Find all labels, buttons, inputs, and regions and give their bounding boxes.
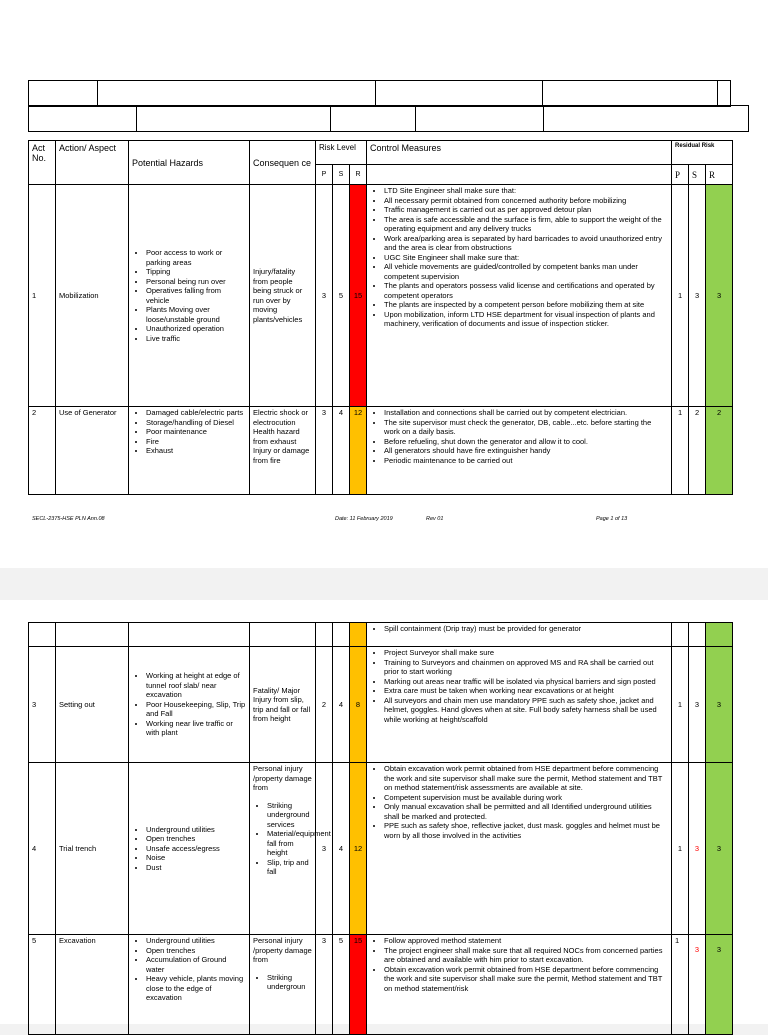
hazard-item: • Storage/handling of Diesel [146, 418, 246, 428]
hazard-item: • Plants Moving over loose/unstable ground [146, 305, 246, 324]
col-s: S [333, 165, 350, 185]
col-risk-level: Risk Level [316, 141, 367, 165]
header-cell [137, 106, 331, 132]
hazards-cell [129, 623, 250, 647]
table-row [29, 407, 733, 495]
risk-s: 5 [333, 185, 350, 407]
residual-s: 3 [689, 935, 706, 1035]
hazard-item: • Underground utilities [146, 936, 246, 946]
header-cell [718, 81, 731, 107]
risk-r: 8 [350, 647, 367, 763]
header-cell [544, 106, 749, 132]
residual-s [689, 623, 706, 647]
col-act-no: Act No. [29, 141, 56, 185]
consequence-cell [250, 763, 331, 935]
residual-r: 3 [706, 647, 733, 763]
control-item: • The plants and operators possess valid license and certifications and operated by competent operators [384, 281, 668, 300]
header-form-row-2 [28, 105, 749, 132]
hazard-item: • Accumulation of Ground water [146, 955, 246, 974]
residual-p [672, 623, 689, 647]
hazard-item: • Operatives falling from vehicle [146, 286, 246, 305]
col-residual-risk: Residual Risk [672, 141, 733, 165]
hazard-item: • Personal being run over [146, 277, 246, 287]
consequence-item: • Striking undergroun [267, 973, 312, 992]
control-item: • Upon mobilization, inform LTD HSE department for visual inspection of plants and machinery, verification of documents and issue of inspection sticker. [384, 310, 668, 329]
risk-s: 4 [333, 647, 350, 763]
risk-p: 3 [316, 763, 333, 935]
residual-p: 1 [672, 407, 689, 495]
residual-s: 3 [689, 185, 706, 407]
table-row [29, 185, 733, 407]
hazard-item: • Open trenches [146, 946, 246, 956]
action-aspect: Excavation [56, 935, 129, 1035]
hazard-item: • Underground utilities [146, 825, 246, 835]
hazard-item: • Tipping [146, 267, 246, 277]
action-aspect: Setting out [56, 647, 129, 763]
control-item: • The plants are inspected by a competent person before mobilizing them at site [384, 300, 668, 310]
control-item: • Training to Surveyors and chainmen on approved MS and RA shall be carried out prior to start working [384, 658, 668, 677]
action-aspect: Use of Generator [56, 407, 129, 495]
header-cell [29, 81, 98, 107]
residual-r: 3 [706, 185, 733, 407]
control-measures [367, 647, 672, 763]
hazard-item: • Exhaust [146, 446, 246, 456]
control-item: • Periodic maintenance to be carried out [384, 456, 668, 466]
consequence: Electric shock or electrocution Health hazard from exhaust Injury or damage from fire [250, 407, 316, 495]
risk-r: 12 [350, 407, 367, 495]
header-cell [29, 106, 137, 132]
residual-s: 2 [689, 407, 706, 495]
page-2 [0, 600, 768, 1024]
control-item: • All surveyors and chain men use mandatory PPE such as safety shoe, jacket and helmet, goggles. Hand gloves when at site. Full body safety harness shall be used while working at height/scaffold [384, 696, 668, 725]
footer-doc-ref: SECL-2375-HSE PLN Ann.08 [32, 516, 105, 522]
header-form-row-1 [28, 80, 731, 107]
control-item: • PPE such as safety shoe, reflective jacket, dust mask. goggles and helmet must be worn by all those involved in the activities [384, 821, 668, 840]
consequence: Personal injury /property damage from [253, 764, 312, 792]
risk-s: 4 [333, 407, 350, 495]
risk-p: 3 [316, 407, 333, 495]
header-cell [543, 81, 718, 107]
residual-r: 3 [706, 935, 733, 1035]
control-item: • Competent supervision must be available during work [384, 793, 668, 803]
col-consequence: Consequen ce [250, 141, 316, 185]
control-item: • Marking out areas near traffic will be isolated via physical barriers and sign posted [384, 677, 668, 687]
consequence: Fatality/ Major Injury from slip, trip and fall or fall from height [250, 647, 316, 763]
control-item: • The project engineer shall make sure that all required NOCs from concerned parties are obtained and available with him prior to start excavation. [384, 946, 668, 965]
hazard-item: • Poor Housekeeping, Slip, Trip and Fall [146, 700, 246, 719]
risk-s: 5 [333, 935, 350, 1035]
hazard-item: • Damaged cable/electric parts [146, 408, 246, 418]
risk-r: 15 [350, 185, 367, 407]
control-item: • Traffic management is carried out as per approved detour plan [384, 205, 668, 215]
hazard-item: • Fire [146, 437, 246, 447]
act-no: 1 [29, 185, 56, 407]
act-no: 3 [29, 647, 56, 763]
col-p: P [316, 165, 333, 185]
act-no: 5 [29, 935, 56, 1035]
risk-s [333, 623, 350, 647]
header-cell [331, 106, 416, 132]
residual-s: 3 [689, 647, 706, 763]
control-item: • Installation and connections shall be carried out by competent electrician. [384, 408, 668, 418]
risk-p: 2 [316, 647, 333, 763]
hazard-item: • Poor access to work or parking areas [146, 248, 246, 267]
control-item: • Project Surveyor shall make sure [384, 648, 668, 658]
act-no: 4 [29, 763, 56, 935]
hazard-item: • Noise [146, 853, 246, 863]
risk-s: 4 [333, 763, 350, 935]
header-cell [416, 106, 544, 132]
control-item: • Only manual excavation shall be permitted and all Identified underground utilities shall be marked and protected. [384, 802, 668, 821]
risk-p: 3 [316, 185, 333, 407]
hazard-item: • Live traffic [146, 334, 246, 344]
col-potential-hazards: Potential Hazards [129, 141, 250, 185]
col-residual-p: P [672, 165, 689, 185]
hazard-item: • Unauthorized operation [146, 324, 246, 334]
consequence-item: • Material/equipment fall from height [267, 829, 312, 858]
control-item: • LTD Site Engineer shall make sure that: [384, 186, 668, 196]
control-item: • Obtain excavation work permit obtained from HSE department before commencing the work and site supervisor shall make sure the permit, Method statement and TBT on method statement/risk assessments are available at site. [384, 764, 668, 793]
control-item: • All necessary permit obtained from concerned authority before mobilizing [384, 196, 668, 206]
consequence: Injury/fatality from people being struck or run over by moving plants/vehicles [250, 185, 316, 407]
consequence: Personal injury /property damage from [253, 936, 312, 964]
consequence-cell [250, 935, 316, 1035]
hazards-cell [129, 407, 250, 495]
control-measures [367, 763, 672, 935]
hazard-item: • Open trenches [146, 834, 246, 844]
risk-p: 3 [316, 935, 333, 1035]
col-control-measures: Control Measures [367, 141, 672, 165]
footer-date: Date: 11 February 2019 [335, 516, 393, 522]
hazards-cell [129, 185, 250, 407]
control-measures [367, 935, 672, 1035]
hazards-cell [129, 935, 250, 1035]
residual-r [706, 623, 733, 647]
control-item: • All vehicle movements are guided/controlled by competent banks man under competent supervision [384, 262, 668, 281]
risk-r: 15 [350, 935, 367, 1035]
residual-p: 1 [672, 185, 689, 407]
residual-r: 2 [706, 407, 733, 495]
footer-rev: Rev 01 [426, 516, 444, 522]
control-item: • Spill containment (Drip tray) must be provided for generator [384, 624, 668, 634]
control-subheader [367, 165, 672, 185]
col-action-aspect: Action/ Aspect [56, 141, 129, 185]
control-item: • All generators should have fire extinguisher handy [384, 446, 668, 456]
risk-assessment-table [28, 140, 733, 495]
table-row [29, 935, 733, 1035]
hazards-cell [129, 763, 250, 935]
residual-p: 1 [672, 763, 689, 935]
col-residual-s: S [689, 165, 706, 185]
control-item: • The site supervisor must check the generator, DB, cable...etc. before starting the work on a daily basis. [384, 418, 668, 437]
residual-p: 1 [672, 647, 689, 763]
action-aspect [56, 623, 129, 647]
control-item: • Follow approved method statement [384, 936, 668, 946]
footer-page: Page 1 of 13 [596, 516, 628, 522]
table-row [29, 647, 733, 763]
hazard-item: • Poor maintenance [146, 427, 246, 437]
hazards-cell [129, 647, 250, 763]
hazard-item: • Working near live traffic or with plant [146, 719, 246, 738]
risk-assessment-table-continued [28, 622, 733, 1035]
consequence-item: • Striking underground services [267, 801, 312, 830]
control-measures [367, 623, 672, 647]
action-aspect: Mobilization [56, 185, 129, 407]
header-cell [376, 81, 543, 107]
table-row [29, 623, 733, 647]
header-cell [98, 81, 376, 107]
act-no: 2 [29, 407, 56, 495]
residual-r: 3 [706, 763, 733, 935]
control-measures [367, 185, 672, 407]
consequence-item: • Slip, trip and fall [267, 858, 312, 877]
control-item: • The area is safe accessible and the surface is firm, able to support the weight of the operating equipment and any delivery trucks [384, 215, 668, 234]
risk-r [350, 623, 367, 647]
control-item: • UGC Site Engineer shall make sure that: [384, 253, 668, 263]
control-item: • Before refueling, shut down the generator and allow it to cool. [384, 437, 668, 447]
hazard-item: • Dust [146, 863, 246, 873]
hazard-item: • Heavy vehicle, plants moving close to the edge of excavation [146, 974, 246, 1003]
risk-p [316, 623, 333, 647]
residual-p: 1 [672, 935, 689, 1035]
control-item: • Work area/parking area is separated by hard barricades to avoid unauthorized entry and the area is clear from obstructions [384, 234, 668, 253]
control-measures [367, 407, 672, 495]
col-residual-r: R [706, 165, 733, 185]
action-aspect: Trial trench [56, 763, 129, 935]
col-r: R [350, 165, 367, 185]
act-no [29, 623, 56, 647]
control-item: • Extra care must be taken when working near excavations or at height [384, 686, 668, 696]
residual-s: 3 [689, 763, 706, 935]
hazard-item: • Working at height at edge of tunnel roof slab/ near excavation [146, 671, 246, 700]
consequence [250, 623, 316, 647]
control-item: • Obtain excavation work permit obtained from HSE department before commencing the work and site supervisor shall make sure the permit, Method statement and TBT on method statement/risk [384, 965, 668, 994]
risk-r: 12 [350, 763, 367, 935]
hazard-item: • Unsafe access/egress [146, 844, 246, 854]
table-row [29, 763, 733, 935]
